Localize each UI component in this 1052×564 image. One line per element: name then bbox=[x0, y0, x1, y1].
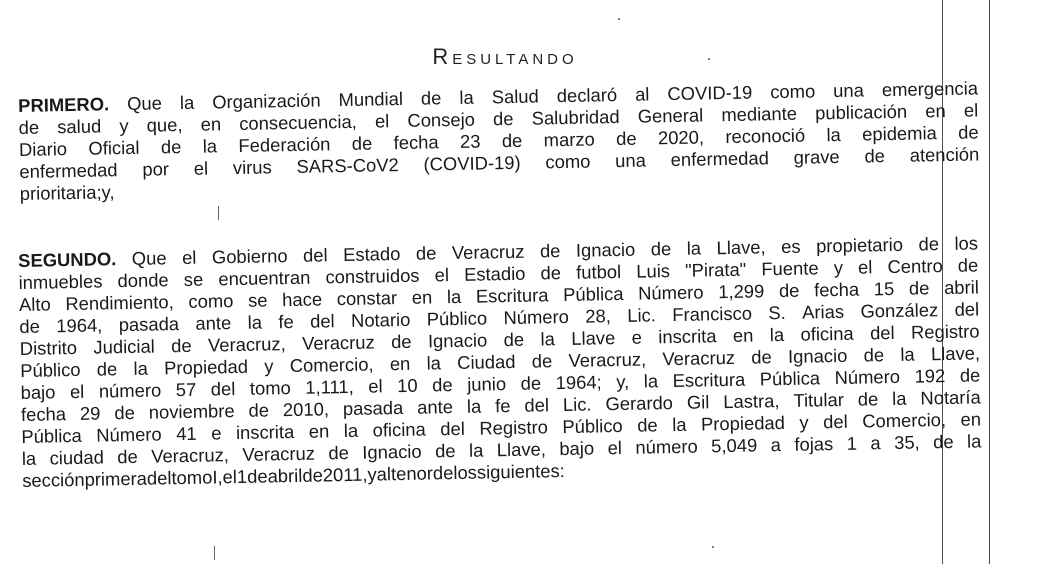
scan-mark bbox=[214, 546, 215, 560]
paragraph-line: Diario Oficial de la Federación de fecha 23 de marzo de 2020, reconoció la epidemia de bbox=[18, 121, 979, 160]
section-heading: Resultando bbox=[432, 44, 578, 69]
scan-margin-line-outer bbox=[989, 0, 990, 564]
scan-mark bbox=[218, 206, 219, 220]
paragraph-lead-label: SEGUNDO. bbox=[18, 248, 117, 271]
paragraph-line: la ciudad de Veracruz, Veracruz de Ignacio de la Llave, bajo el número 5,049 a fojas 1 a 35, de la bbox=[21, 430, 982, 469]
paragraph-line: Público de la Propiedad y Comercio, en la Ciudad de Veracruz, Veracruz de Ignacio de la Llave, bbox=[20, 342, 981, 381]
paragraph-line: Pública Número 41 e inscrita en la oficina del Registro Público de la Propiedad y del Comercio, en bbox=[21, 408, 982, 447]
paragraph-line: SEGUNDO. Que el Gobierno del Estado de Veracruz de Ignacio de la Llave, es propietario de los bbox=[18, 232, 979, 271]
paragraph-line: PRIMERO. Que la Organización Mundial de la Salud declaró al COVID-19 como una emergencia bbox=[18, 77, 979, 116]
paragraph-line: inmuebles donde se encuentran construidos el Estadio de futbol Luis "Pirata" Fuente y el Centro de bbox=[18, 254, 979, 293]
paragraph-line: de salud y que, en consecuencia, el Consejo de Salubridad General mediante publicación en el bbox=[18, 99, 979, 138]
paragraph-line: bajo el número 57 del tomo 1,111, el 10 de junio de 1964; y, la Escritura Pública Número 192 de bbox=[20, 364, 981, 403]
paragraph-line: Alto Rendimiento, como se hace constar en la Escritura Pública Número 1,299 de fecha 15 de abril bbox=[18, 276, 980, 315]
paragraph-line: sección primera del tomo I, el 1 de abril de 2011, y al tenor de los siguientes: bbox=[22, 460, 565, 491]
paragraph-segundo bbox=[18, 232, 982, 492]
paragraph-primero bbox=[18, 77, 980, 205]
paragraph-line: Distrito Judicial de Veracruz, Veracruz de Ignacio de la Llave e inscrita en la oficina del Registro bbox=[19, 320, 980, 359]
paragraph-line: de 1964, pasada ante la fe del Notario Público Número 28, Lic. Francisco S. Arias González del bbox=[19, 298, 980, 337]
paragraph-line: enfermedad por el virus SARS-CoV2 (COVID-19) como una enfermedad grave de atención bbox=[19, 143, 980, 182]
paragraph-line: prioritaria; y, bbox=[19, 181, 115, 204]
scan-speck bbox=[712, 546, 714, 548]
scan-speck bbox=[618, 18, 620, 20]
paragraph-lead-label: PRIMERO. bbox=[18, 93, 110, 116]
paragraph-line: fecha 29 de noviembre de 2010, pasada ante la fe del Lic. Gerardo Gil Lastra, Titular de la Notaría bbox=[20, 386, 981, 425]
